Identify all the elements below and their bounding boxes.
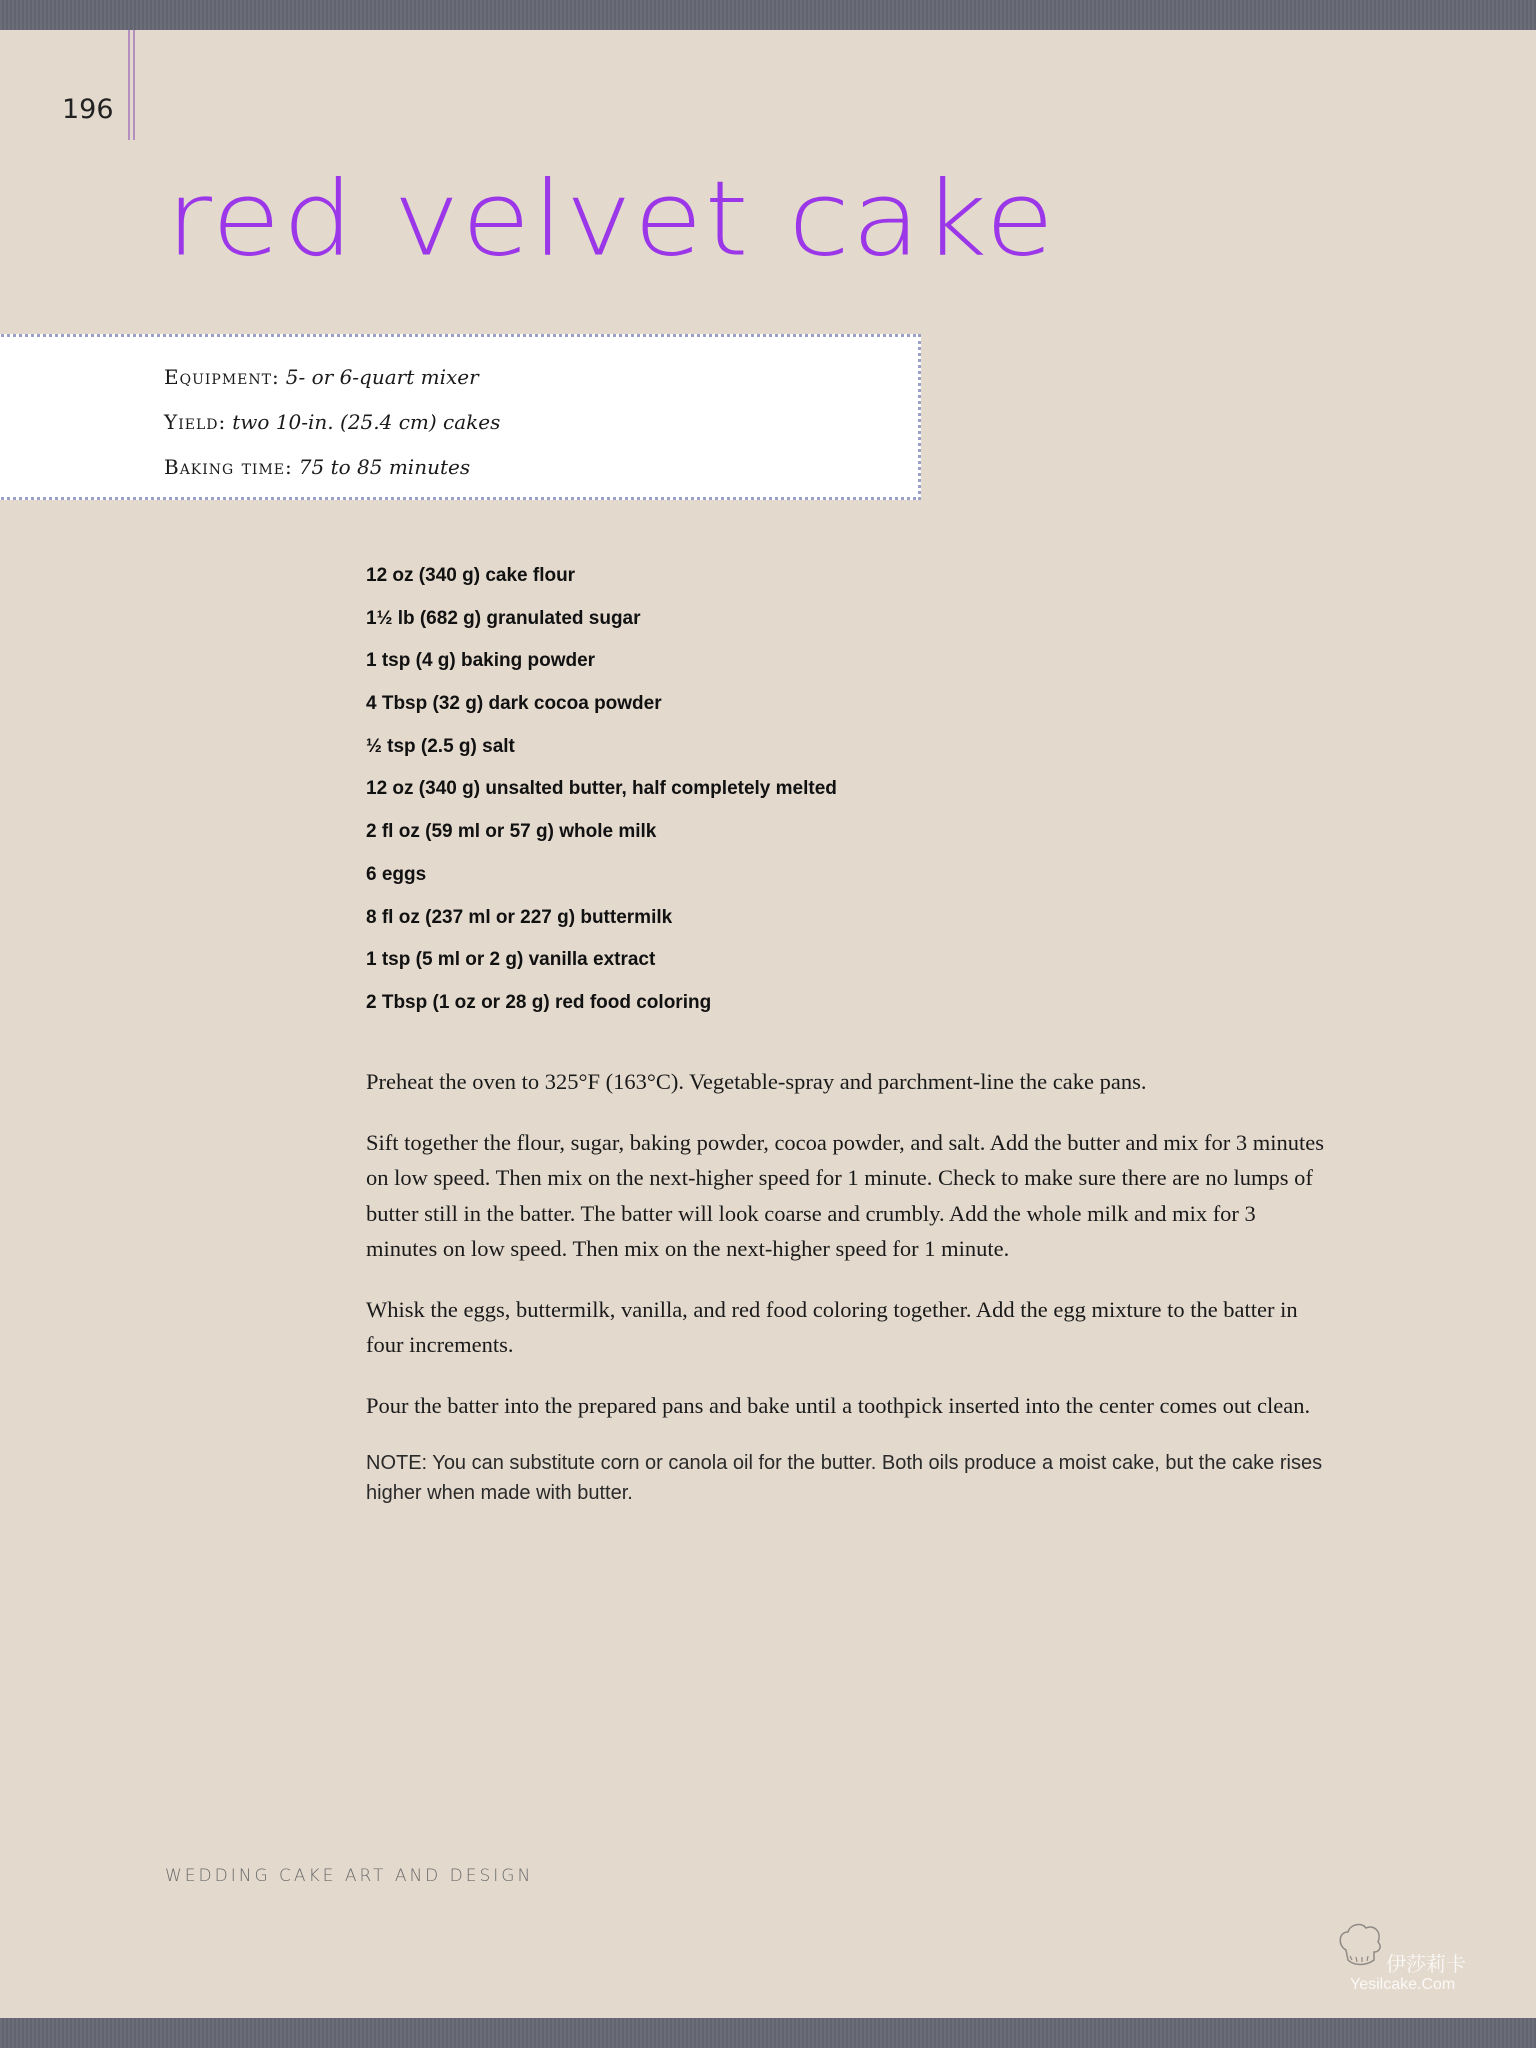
- recipe-info-box: [0, 334, 921, 500]
- ingredients-list: [366, 564, 837, 1034]
- book-title-footer: WEDDING CAKE ART AND DESIGN: [165, 1866, 534, 1886]
- method-step: Whisk the eggs, buttermilk, vanilla, and red food coloring together. Add the egg mixture to the batter in four increments.: [366, 1296, 1298, 1357]
- method-step: Sift together the flour, sugar, baking powder, cocoa powder, and salt. Add the butter and mix for 3 minutes on low speed. Then mix on the next-higher speed for 1 minute. Check to make sure there are no lumps of butter still in the batter. The batter will look coarse and crumbly. Add the whole milk and mix for 3 minutes on low speed. Then mix on the next-higher speed for 1 minute.: [366, 1129, 1325, 1261]
- baking-time-line: [164, 455, 470, 479]
- ingredient-item: 4 Tbsp (32 g) dark cocoa powder: [366, 693, 662, 715]
- chef-hat-icon: [1336, 1920, 1384, 1972]
- bottom-frame-border: [0, 2018, 1536, 2048]
- vertical-rule: [128, 30, 130, 140]
- method-section: [366, 1064, 1326, 1533]
- yield-line: [164, 410, 500, 434]
- ingredient-item: 12 oz (340 g) unsalted butter, half completely melted: [366, 778, 837, 800]
- vertical-rule: [133, 30, 135, 140]
- recipe-title: red velvet cake: [166, 159, 1057, 280]
- page-number: 196: [62, 94, 114, 125]
- recipe-note: NOTE: You can substitute corn or canola oil for the butter. Both oils produce a moist cake, but the cake rises higher when made with butter.: [366, 1452, 1323, 1504]
- watermark: [1336, 1920, 1486, 2000]
- equipment-line: [164, 365, 479, 389]
- equipment-label: Equipment:: [164, 365, 280, 389]
- yield-value: two 10-in. (25.4 cm) cakes: [232, 410, 501, 434]
- ingredient-item: 1 tsp (5 ml or 2 g) vanilla extract: [366, 949, 656, 971]
- ingredient-item: 6 eggs: [366, 863, 427, 885]
- equipment-value: 5- or 6-quart mixer: [285, 365, 479, 389]
- method-step: Pour the batter into the prepared pans and bake until a toothpick inserted into the center comes out clean.: [366, 1392, 1311, 1418]
- ingredient-item: 8 fl oz (237 ml or 227 g) buttermilk: [366, 906, 673, 928]
- ingredient-item: 2 Tbsp (1 oz or 28 g) red food coloring: [366, 991, 712, 1013]
- baking-time-label: Baking time:: [164, 455, 293, 479]
- ingredient-item: 1½ lb (682 g) granulated sugar: [366, 607, 641, 629]
- ingredient-item: 2 fl oz (59 ml or 57 g) whole milk: [366, 821, 657, 843]
- ingredient-item: 12 oz (340 g) cake flour: [366, 565, 576, 586]
- ingredient-item: ½ tsp (2.5 g) salt: [366, 735, 515, 757]
- top-frame-border: [0, 0, 1536, 30]
- baking-time-value: 75 to 85 minutes: [298, 455, 471, 479]
- yield-label: Yield:: [164, 410, 227, 434]
- watermark-chinese-text: 伊莎莉卡: [1386, 1952, 1466, 1976]
- method-step: Preheat the oven to 325°F (163°C). Vegetable-spray and parchment-line the cake pans.: [366, 1069, 1147, 1094]
- ingredient-item: 1 tsp (4 g) baking powder: [366, 650, 596, 672]
- watermark-site-text: Yesilcake.Com: [1350, 1976, 1456, 1993]
